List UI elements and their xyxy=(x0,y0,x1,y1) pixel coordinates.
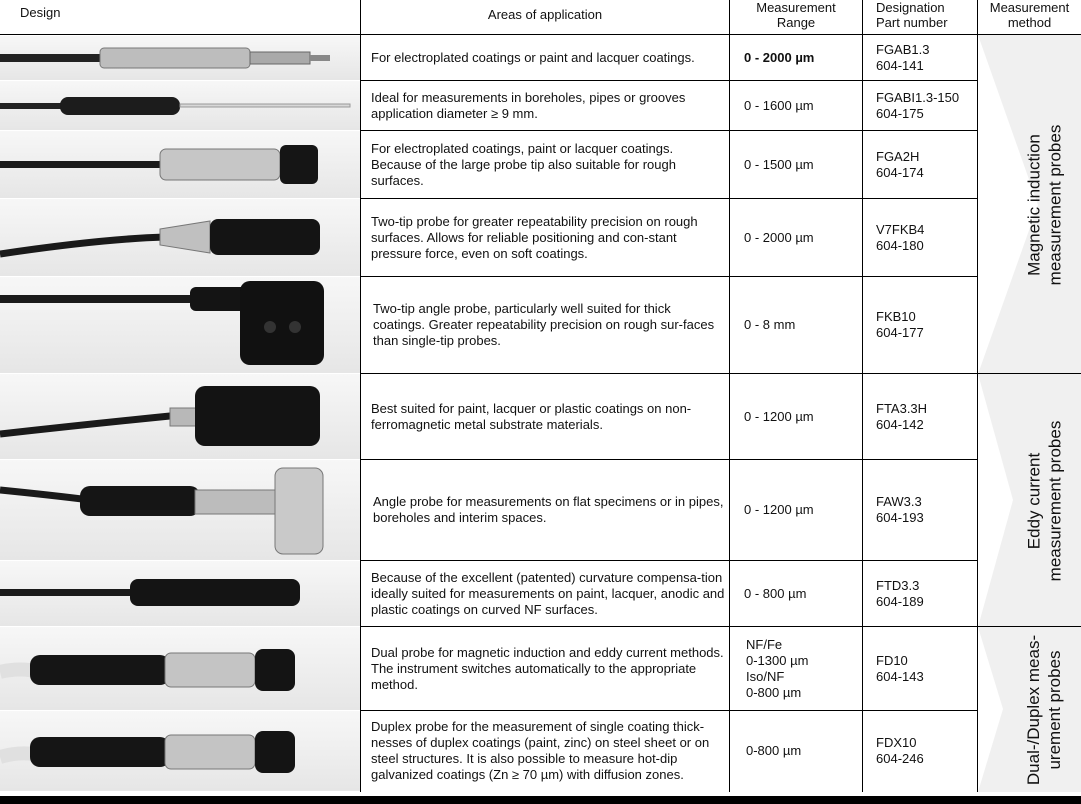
application-text: Duplex probe for the measurement of single coating thick-nesses of duplex coatings (paint, zinc) on steel sheet or on steel structures. It is also possible to measure hot-dip galvanized coatings (Zn ≥ 70 µm) with diffusion zones. xyxy=(371,719,710,782)
grid-line xyxy=(360,198,978,199)
range-line: 0-1300 µm xyxy=(746,652,809,668)
part-number: 604-189 xyxy=(876,593,924,609)
header-method-line2: method xyxy=(1007,15,1052,30)
part-number: 604-142 xyxy=(876,416,924,432)
header-areas: Areas of application xyxy=(487,7,603,22)
probe-photo xyxy=(0,131,360,198)
grid-line xyxy=(360,276,978,277)
method-eddy-line2: measurement probes xyxy=(1045,420,1065,581)
probe-photo-icon xyxy=(0,561,360,626)
method-magnetic-line1: Magnetic induction xyxy=(1024,133,1044,276)
probe-name: FAW3.3 xyxy=(876,494,922,509)
probe-photo xyxy=(0,199,360,276)
header-range-line1: Measurement xyxy=(756,0,836,15)
application-text: Ideal for measurements in boreholes, pipes or grooves application diameter ≥ 9 mm. xyxy=(371,89,686,121)
method-dual-line1: Dual-/Duplex meas- xyxy=(1024,634,1044,785)
application-text: For electroplated coatings or paint and lacquer coatings. xyxy=(371,50,695,65)
grid-line xyxy=(360,373,1081,374)
probe-name: FGABI1.3-150 xyxy=(876,89,960,105)
probe-photo xyxy=(0,627,360,710)
grid-line xyxy=(360,626,1081,627)
range-line: NF/Fe xyxy=(746,636,783,652)
grid-line xyxy=(0,34,1081,35)
probe-photo xyxy=(0,561,360,626)
probe-photo xyxy=(0,460,360,560)
designation-cell xyxy=(876,81,976,130)
header-method-line1: Measurement xyxy=(989,0,1070,15)
grid-line xyxy=(360,80,978,81)
probe-photo-icon xyxy=(0,460,360,560)
designation-cell xyxy=(876,199,976,276)
probe-name: FKB10 xyxy=(876,309,916,324)
range-value: 0 - 8 mm xyxy=(744,317,796,332)
range-value: 0 - 1600 µm xyxy=(744,97,814,113)
probe-name: FTD3.3 xyxy=(876,577,920,593)
probe-photo xyxy=(0,711,360,791)
grid-line xyxy=(977,0,978,792)
range-value: 0 - 800 µm xyxy=(744,585,807,601)
part-number: 604-180 xyxy=(876,237,924,253)
probe-photo-icon xyxy=(0,711,360,791)
part-number: 604-246 xyxy=(876,751,924,766)
probe-photo-icon xyxy=(0,199,360,276)
application-text: For electroplated coatings, paint or lacquer coatings. Because of the large probe tip also suitable for rough surfaces. xyxy=(371,140,676,188)
application-text: Two-tip probe for greater repeatability precision on rough surfaces. Allows for reliable positioning and con-stant pressure force, even on soft coatings. xyxy=(371,213,698,261)
bottom-rule xyxy=(0,796,1081,804)
method-dual xyxy=(1008,627,1081,792)
header-designation-line2: Part number xyxy=(876,15,948,30)
probe-name: FTA3.3H xyxy=(876,400,928,416)
part-number: 604-174 xyxy=(876,164,924,180)
header-design: Design xyxy=(20,5,61,20)
probe-name: FGAB1.3 xyxy=(876,42,930,57)
method-magnetic xyxy=(1008,35,1081,374)
part-number: 604-175 xyxy=(876,105,924,121)
method-magnetic-line2: measurement probes xyxy=(1045,124,1065,285)
header-designation xyxy=(876,0,976,30)
range-line: Iso/NF xyxy=(746,668,785,684)
range-value: 0-800 µm xyxy=(746,743,802,758)
header-designation-line1: Designation xyxy=(876,0,945,15)
probe-photo-icon xyxy=(0,81,360,130)
range-value xyxy=(746,627,861,710)
header-range-line2: Range xyxy=(776,15,816,30)
header-method xyxy=(978,0,1081,30)
part-number: 604-143 xyxy=(876,668,924,684)
grid-line xyxy=(360,560,978,561)
probe-photo-icon xyxy=(0,36,360,80)
method-eddy-line1: Eddy current xyxy=(1024,452,1044,549)
probe-photo-icon xyxy=(0,627,360,710)
designation-cell xyxy=(876,627,976,710)
range-value: 0 - 2000 µm xyxy=(744,229,814,245)
part-number: 604-141 xyxy=(876,58,924,73)
designation-cell xyxy=(876,36,976,80)
designation-cell xyxy=(876,711,976,791)
method-eddy xyxy=(1008,374,1081,627)
probe-name: FGA2H xyxy=(876,148,920,164)
probe-photo xyxy=(0,277,360,373)
designation-cell xyxy=(876,460,976,560)
grid-line xyxy=(360,710,978,711)
range-value: 0 - 2000 µm xyxy=(744,50,815,65)
probe-name: FDX10 xyxy=(876,735,917,750)
designation-cell xyxy=(876,131,976,198)
probe-photo-icon xyxy=(0,131,360,198)
probe-name: FD10 xyxy=(876,652,908,668)
range-value: 0 - 1500 µm xyxy=(744,156,814,172)
designation-cell xyxy=(876,374,976,459)
method-dual-line2: urement probes xyxy=(1045,649,1065,770)
grid-line xyxy=(729,0,730,792)
probe-photo xyxy=(0,81,360,130)
designation-cell xyxy=(876,277,976,373)
designation-cell xyxy=(876,561,976,626)
probe-photo-icon xyxy=(0,374,360,459)
probe-photo xyxy=(0,374,360,459)
application-text: Best suited for paint, lacquer or plastic coatings on non-ferromagnetic metal substrate materials. xyxy=(371,400,692,432)
grid-line xyxy=(360,130,978,131)
range-line: 0-800 µm xyxy=(746,684,802,700)
header-range xyxy=(729,0,863,30)
part-number: 604-193 xyxy=(876,510,924,525)
probe-photo-icon xyxy=(0,277,360,373)
grid-line xyxy=(862,0,863,792)
range-value: 0 - 1200 µm xyxy=(744,408,814,424)
probe-photo xyxy=(0,36,360,80)
application-text: Dual probe for magnetic induction and eddy current methods. The instrument switches automatically to the appropriate method. xyxy=(371,644,724,692)
application-text: Because of the excellent (patented) curvature compensa-tion ideally suited for measurements on paint, lacquer, anodic and plastic coatings on curved NF surfaces. xyxy=(371,569,725,617)
part-number: 604-177 xyxy=(876,325,924,340)
grid-line xyxy=(360,459,978,460)
application-text: Angle probe for measurements on flat specimens or in pipes, boreholes and interim spaces. xyxy=(373,494,724,525)
grid-line xyxy=(360,0,361,792)
application-text: Two-tip angle probe, particularly well suited for thick coatings. Greater repeatability precision on rough sur-faces than single-tip probes. xyxy=(373,301,715,348)
range-value: 0 - 1200 µm xyxy=(744,502,814,517)
probe-name: V7FKB4 xyxy=(876,221,925,237)
